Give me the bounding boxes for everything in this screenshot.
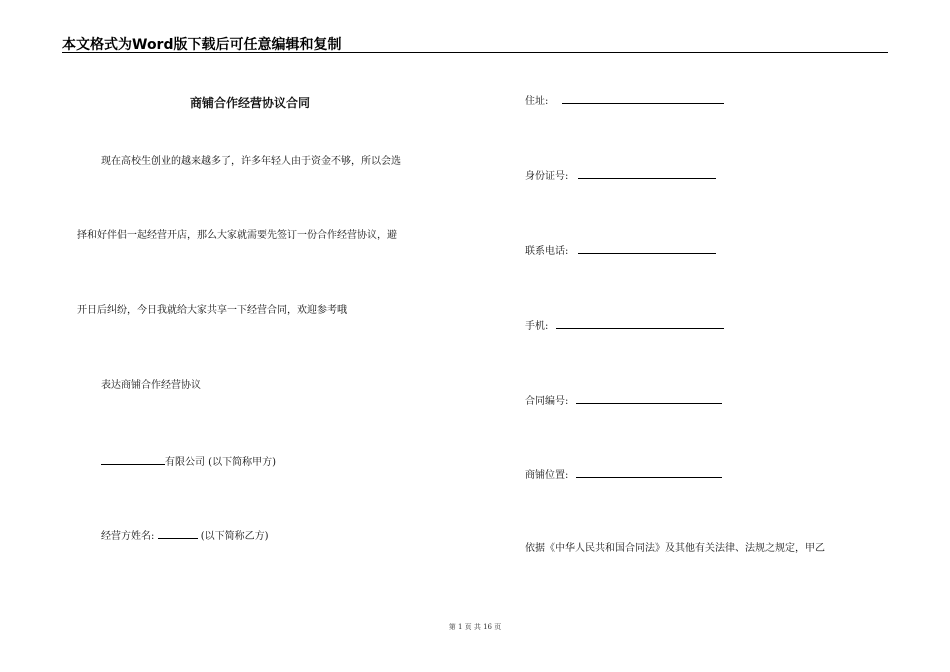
header-rule [62,52,888,53]
party-b-line [101,528,269,544]
contract-number-field [525,393,722,409]
page-number-footer: 第 1 页 共 16 页 [448,623,502,631]
address-label: 住址: [525,96,552,107]
party-a-line [101,454,276,470]
party-b-label: 经营方姓名: [101,531,158,542]
id-number-blank[interactable] [578,168,716,179]
phone-label: 联系电话: [525,246,572,257]
document-title: 商铺合作经营协议合同 [190,96,311,110]
shop-location-field [525,467,722,483]
party-b-blank[interactable] [158,528,198,539]
mobile-field [525,318,724,334]
contract-number-label: 合同编号: [525,396,572,407]
mobile-label: 手机: [525,321,552,332]
agreement-subtitle: 表达商铺合作经营协议 [101,380,201,391]
intro-line-2: 择和好伴侣一起经营开店，那么大家就需要先签订一份合作经营协议，避 [77,230,397,241]
header-title: 本文格式为Word版下载后可任意编辑和复制 [62,37,342,53]
shop-location-label: 商铺位置: [525,470,572,481]
address-field [525,93,724,109]
phone-blank[interactable] [578,243,716,254]
legal-basis-text: 依据《中华人民共和国合同法》及其他有关法律、法规之规定，甲乙 [525,543,825,554]
phone-field [525,243,716,259]
contract-number-blank[interactable] [576,393,722,404]
id-number-label: 身份证号: [525,171,572,182]
shop-location-blank[interactable] [576,467,722,478]
party-a-suffix: 有限公司 (以下简称甲方) [165,457,276,468]
address-blank[interactable] [562,93,724,104]
mobile-blank[interactable] [556,318,724,329]
intro-line-3: 开日后纠纷，今日我就给大家共享一下经营合同，欢迎参考哦 [77,305,347,316]
party-b-suffix: (以下简称乙方) [197,531,269,542]
intro-line-1: 现在高校生创业的越来越多了，许多年轻人由于资金不够，所以会选 [101,156,401,167]
party-a-blank[interactable] [101,454,165,465]
id-number-field [525,168,716,184]
